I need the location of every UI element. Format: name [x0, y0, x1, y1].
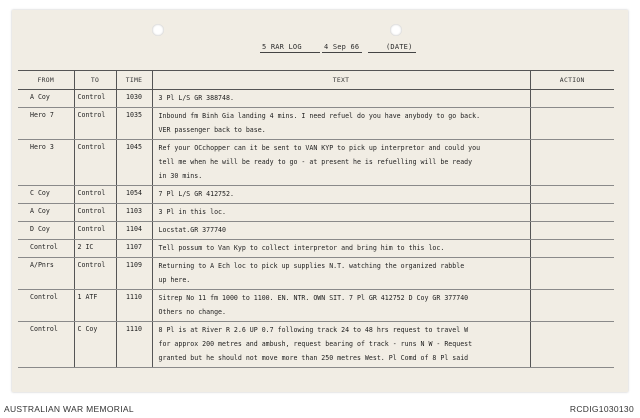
cell-to: Control — [74, 140, 116, 186]
cell-time: 1054 — [116, 186, 152, 204]
text-line: VER passenger back to base. — [158, 126, 266, 134]
text-line: 7 Pl L/S GR 412752. — [158, 190, 234, 198]
text-line: granted but he should not move more than 250 metres West. Pl Comd of 8 Pl said — [158, 354, 469, 362]
text-line: Sitrep No 11 fm 1000 to 1100. EN. NTR. OWN SIT. 7 Pl GR 412752 D Coy GR 377740 — [158, 294, 469, 302]
cell-from: Hero 7 — [18, 108, 74, 140]
underline — [260, 52, 320, 53]
cell-text — [152, 240, 530, 258]
cell-to: Control — [74, 90, 116, 108]
cell-from: A Coy — [18, 204, 74, 222]
cell-to: Control — [74, 204, 116, 222]
table-header-row — [18, 71, 614, 90]
cell-action — [530, 258, 614, 290]
cell-text — [152, 90, 530, 108]
cell-time: 1103 — [116, 204, 152, 222]
cell-action — [530, 322, 614, 368]
text-line: in 30 mins. — [158, 172, 203, 180]
table-row — [18, 186, 614, 204]
column-header-text: TEXT — [152, 71, 530, 90]
log-header — [262, 43, 426, 51]
text-line: up here. — [158, 276, 191, 284]
date-caption: (DATE) — [386, 43, 413, 51]
cell-time: 1030 — [116, 90, 152, 108]
cell-to: Control — [74, 186, 116, 204]
text-line: Returning to A Ech loc to pick up supplies N.T. watching the organized rabble — [158, 262, 465, 270]
cell-from: Hero 3 — [18, 140, 74, 186]
text-line: Tell possum to Van Kyp to collect interpretor and bring him to this loc. — [158, 244, 445, 252]
table-row — [18, 90, 614, 108]
cell-text — [152, 322, 530, 368]
cell-from: A Coy — [18, 90, 74, 108]
cell-from: Control — [18, 290, 74, 322]
cell-action — [530, 290, 614, 322]
unit-title: 5 RAR LOG — [262, 43, 302, 51]
text-line: Ref your OCchopper can it be sent to VAN KYP to pick up interpretor and could you — [158, 144, 481, 152]
table-row — [18, 240, 614, 258]
footer-bar — [0, 401, 640, 418]
cell-action — [530, 90, 614, 108]
cell-action — [530, 186, 614, 204]
cell-from: A/Pnrs — [18, 258, 74, 290]
cell-action — [530, 240, 614, 258]
table-row — [18, 258, 614, 290]
cell-action — [530, 108, 614, 140]
punch-hole — [152, 24, 164, 36]
text-line: 3 Pl L/S GR 388748. — [158, 94, 234, 102]
table-row — [18, 322, 614, 368]
punch-hole — [390, 24, 402, 36]
cell-time: 1104 — [116, 222, 152, 240]
log-table — [18, 70, 614, 368]
underline — [322, 52, 362, 53]
text-line: Inbound fm Binh Gia landing 4 mins. I need refuel do you have anybody to go back. — [158, 112, 481, 120]
cell-time: 1109 — [116, 258, 152, 290]
cell-time: 1107 — [116, 240, 152, 258]
cell-to: C Coy — [74, 322, 116, 368]
cell-action — [530, 140, 614, 186]
cell-to: 2 IC — [74, 240, 116, 258]
text-line: 8 Pl is at River R 2.6 UP 0.7 following track 24 to 48 hrs request to travel W — [158, 326, 469, 334]
text-line: for approx 200 metres and ambush, request bearing of track - runs N W - Request — [158, 340, 473, 348]
cell-action — [530, 204, 614, 222]
cell-to: 1 ATF — [74, 290, 116, 322]
underline — [368, 52, 416, 53]
cell-text — [152, 108, 530, 140]
cell-text — [152, 258, 530, 290]
cell-from: C Coy — [18, 186, 74, 204]
column-header-time: TIME — [116, 71, 152, 90]
table-row — [18, 290, 614, 322]
cell-text — [152, 290, 530, 322]
text-line: Locstat.GR 377740 — [158, 226, 226, 234]
log-date: 4 Sep 66 — [324, 43, 360, 51]
table-row — [18, 108, 614, 140]
column-header-action: ACTION — [530, 71, 614, 90]
text-line: Others no change. — [158, 308, 226, 316]
table-row — [18, 204, 614, 222]
cell-action — [530, 222, 614, 240]
text-line: 3 Pl in this loc. — [158, 208, 226, 216]
cell-time: 1035 — [116, 108, 152, 140]
cell-text — [152, 222, 530, 240]
table-row — [18, 222, 614, 240]
cell-from: Control — [18, 322, 74, 368]
document-id: RCDIG1030130 — [569, 404, 634, 414]
column-header-from: FROM — [18, 71, 74, 90]
text-line: tell me when he will be ready to go - at present he is refuelling will be ready — [158, 158, 473, 166]
cell-from: Control — [18, 240, 74, 258]
cell-from: D Coy — [18, 222, 74, 240]
cell-text — [152, 140, 530, 186]
cell-text — [152, 186, 530, 204]
column-header-to: TO — [74, 71, 116, 90]
cell-to: Control — [74, 108, 116, 140]
cell-to: Control — [74, 222, 116, 240]
cell-time: 1110 — [116, 290, 152, 322]
table-row — [18, 140, 614, 186]
cell-time: 1110 — [116, 322, 152, 368]
cell-text — [152, 204, 530, 222]
log-body — [18, 90, 614, 368]
cell-time: 1045 — [116, 140, 152, 186]
archive-credit: AUSTRALIAN WAR MEMORIAL — [4, 404, 134, 414]
cell-to: Control — [74, 258, 116, 290]
